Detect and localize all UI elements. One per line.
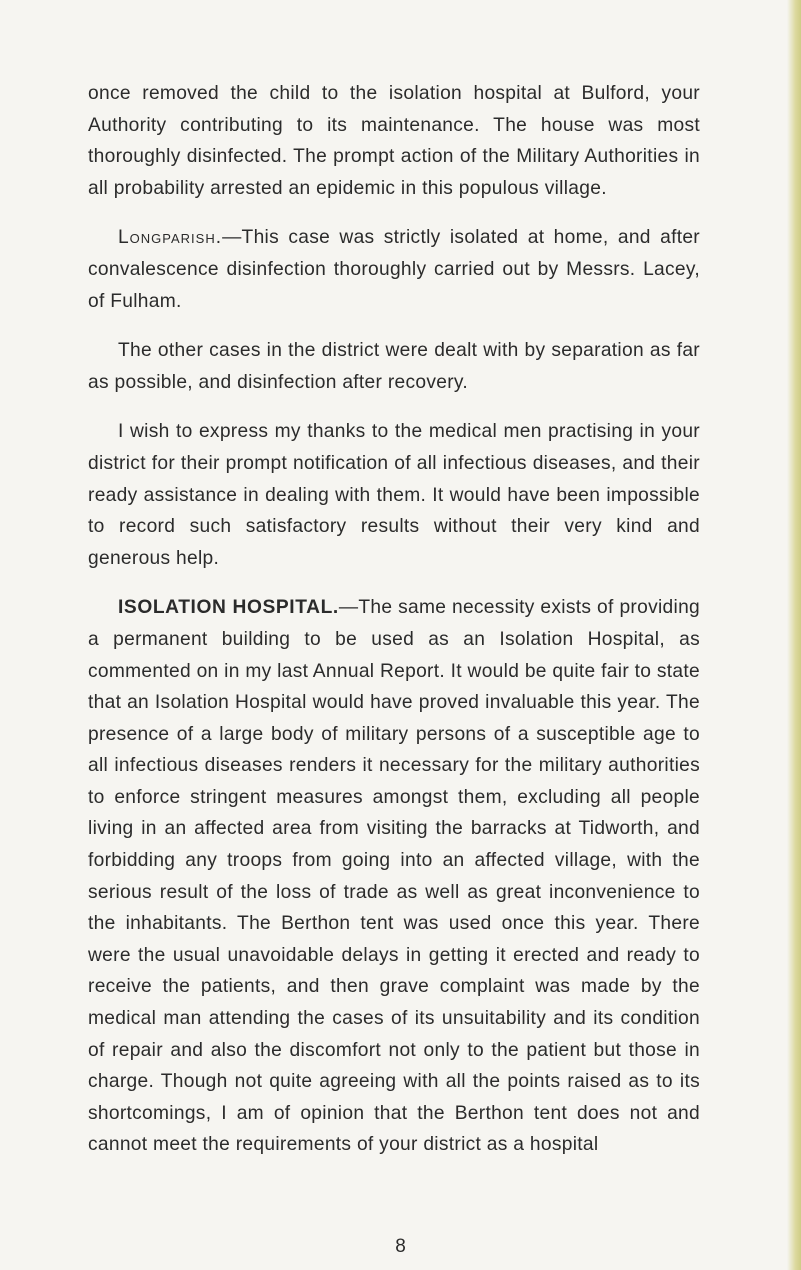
paragraph-body-isolation-hospital: —The same necessity exists of providing a permanent building to be used as an Isolation Hospital, as commented on in my last Annual Report. It would be quite fair to state that an Isolation Hospital would have proved invaluable this year. The presence of a large body of military persons of a susceptible age to all infectious diseases renders it necessary for the military authorities to enforce stringent measures amongst them, excluding all people living in an affected area from visiting the barracks at Tidworth, and forbidding any troops from going into an affected village, with the serious result of the loss of trade as well as great inconvenience to the inhabitants. The Berthon tent was used once this year. There were the usual unavoidable delays in getting it erected and ready to receive the patients, and then grave complaint was made by the medical man attending the cases of its unsuitability and its condition of repair and also the discomfort not only to the patient but those in charge. Though not quite agreeing with all the points raised as to its shortcomings, I am of opinion that the Berthon tent does not and cannot meet the requirements of your district as a hospital (88, 597, 701, 1156)
paragraph-body-longparish: —This case was strictly isolated at home, and after convalescence disinfection thoroughly carried out by Messrs. Lacey, of Fulham. (88, 227, 700, 312)
paragraph-longparish (88, 222, 700, 317)
paragraph-lead-longparish: Longparish. (118, 227, 223, 249)
body-text (88, 78, 700, 1161)
section-heading-isolation-hospital: ISOLATION HOSPITAL. (118, 597, 339, 619)
paragraph-thanks: I wish to express my thanks to the medical men practising in your district for their prompt notification of all infectious diseases, and their ready assistance in dealing with them. It would have been impossible to record such satisfactory results without their very kind and generous help. (88, 421, 700, 569)
page-number: 8 (395, 1236, 406, 1257)
paragraph-continuation: once removed the child to the isolation hospital at Bulford, your Authority contributing to its maintenance. The house was most thoroughly disinfected. The prompt action of the Military Authorities in all probability arrested an epidemic in this populous village. (88, 83, 700, 199)
page-edge-discoloration (787, 0, 801, 1270)
paragraph-other-cases: The other cases in the district were dealt with by separation as far as possible, and disinfection after recovery. (88, 340, 700, 393)
paragraph-isolation-hospital (88, 592, 700, 1161)
